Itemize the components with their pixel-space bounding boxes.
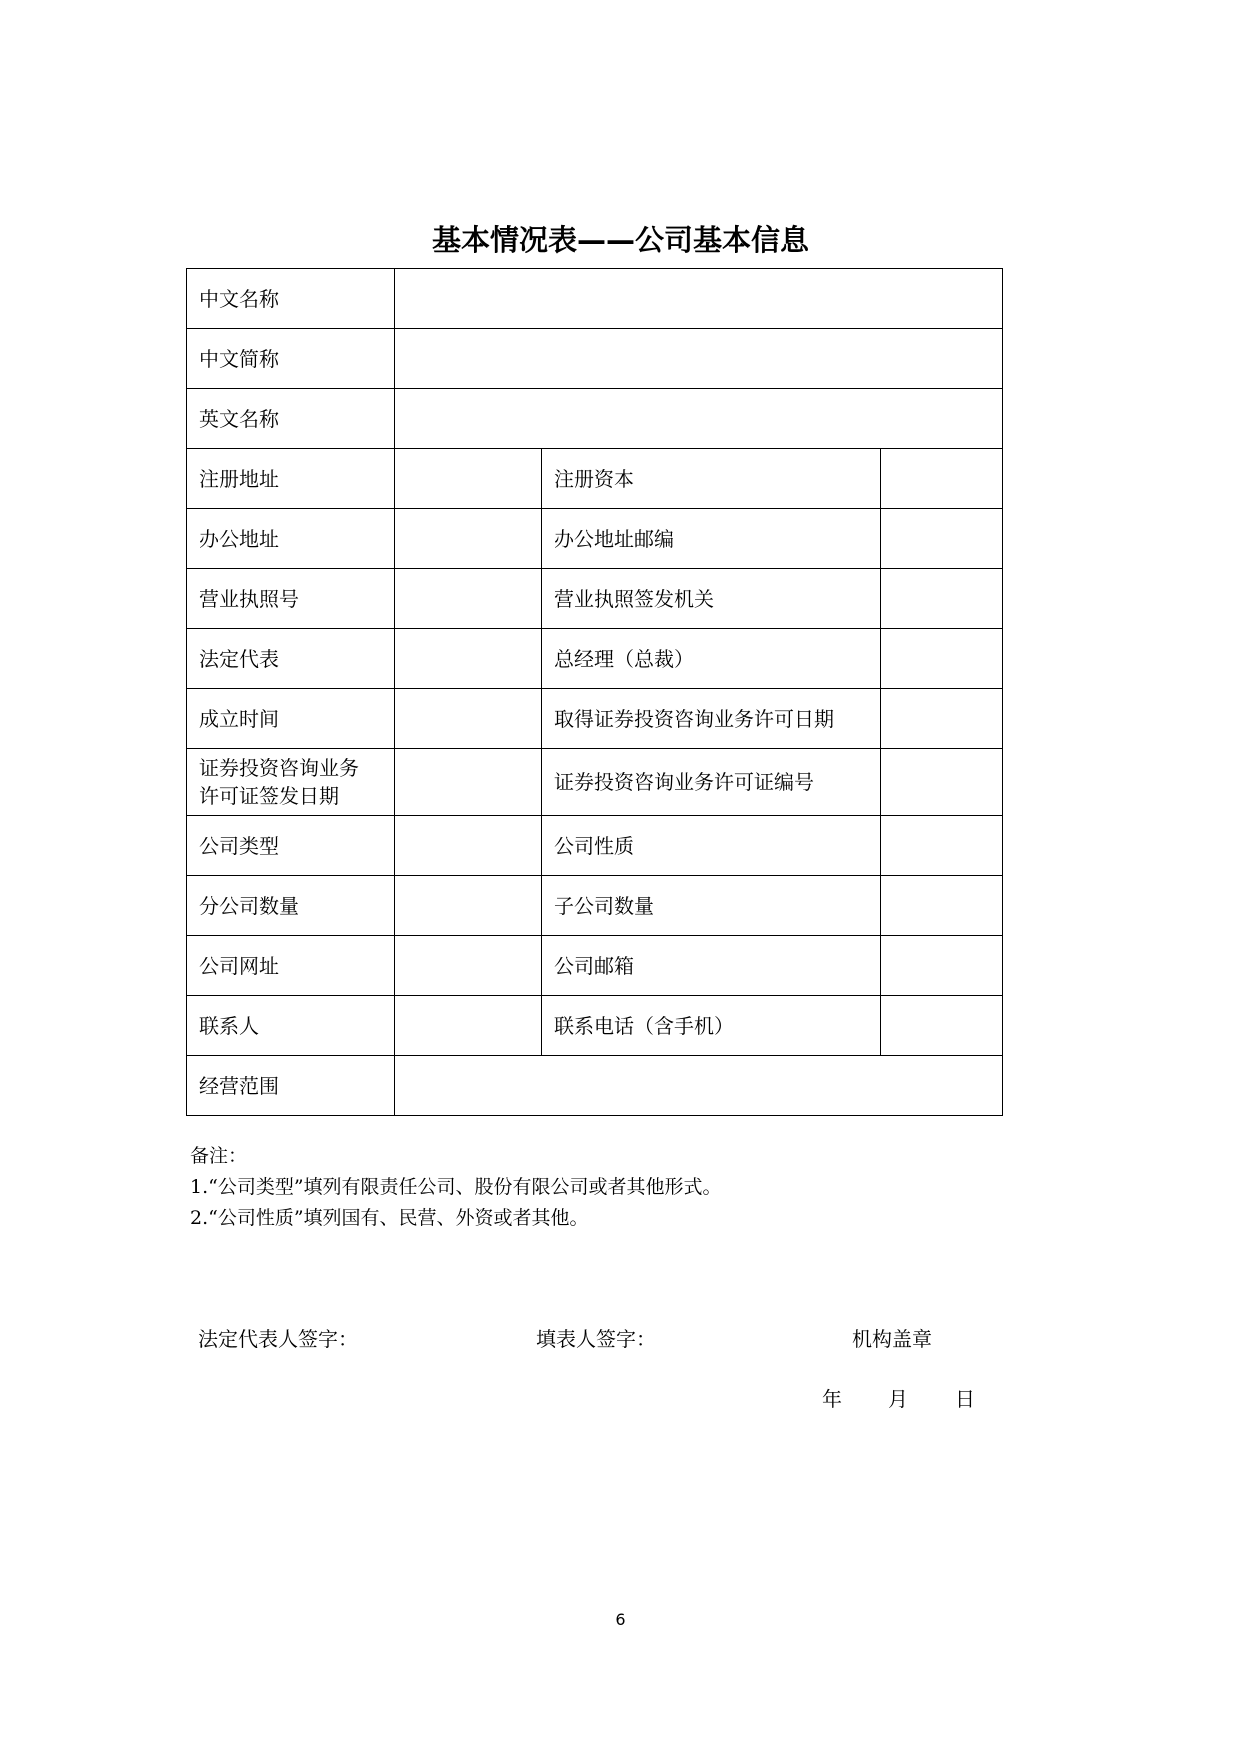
label-cell: 公司类型 [187, 816, 395, 876]
label-cell: 公司性质 [542, 816, 881, 876]
value-cell[interactable] [881, 749, 1003, 816]
value-cell[interactable] [881, 689, 1003, 749]
label-cell: 注册资本 [542, 449, 881, 509]
page-number: 6 [615, 1610, 626, 1629]
value-cell[interactable] [881, 509, 1003, 569]
label-cell: 子公司数量 [542, 876, 881, 936]
label-line: 许可证签发日期 [199, 784, 339, 808]
seal-label: 机构盖章 [852, 1327, 932, 1351]
value-cell[interactable] [881, 569, 1003, 629]
value-cell[interactable] [395, 629, 542, 689]
table-row [187, 689, 1003, 749]
value-cell[interactable] [395, 876, 542, 936]
date-day: 日 [955, 1387, 975, 1411]
value-cell[interactable] [395, 449, 542, 509]
table-row [187, 329, 1003, 389]
value-cell[interactable] [881, 936, 1003, 996]
label-cell: 证券投资咨询业务许可证编号 [542, 749, 881, 816]
table-row [187, 569, 1003, 629]
value-cell[interactable] [395, 749, 542, 816]
notes-heading: 备注： [190, 1145, 248, 1167]
company-info-table [186, 268, 1003, 1116]
value-cell[interactable] [881, 449, 1003, 509]
label-cell: 分公司数量 [187, 876, 395, 936]
date-year: 年 [822, 1387, 842, 1411]
table-row [187, 749, 1003, 816]
legal-rep-signature-label: 法定代表人签字： [198, 1327, 358, 1351]
table-row [187, 996, 1003, 1056]
label-line: 证券投资咨询业务 [199, 756, 359, 780]
label-cell: 公司网址 [187, 936, 395, 996]
label-cell: 中文名称 [187, 269, 395, 329]
value-cell[interactable] [881, 876, 1003, 936]
value-cell[interactable] [395, 816, 542, 876]
page-title: 基本情况表——公司基本信息 [431, 223, 809, 257]
label-cell [187, 749, 395, 816]
value-cell[interactable] [395, 689, 542, 749]
label-cell: 取得证券投资咨询业务许可日期 [542, 689, 881, 749]
value-cell[interactable] [395, 569, 542, 629]
label-cell: 英文名称 [187, 389, 395, 449]
value-cell[interactable] [395, 1056, 1003, 1116]
value-cell[interactable] [881, 996, 1003, 1056]
value-cell[interactable] [395, 329, 1003, 389]
value-cell[interactable] [881, 629, 1003, 689]
label-cell: 办公地址邮编 [542, 509, 881, 569]
label-cell: 联系电话（含手机） [542, 996, 881, 1056]
value-cell[interactable] [395, 509, 542, 569]
label-cell: 总经理（总裁） [542, 629, 881, 689]
label-cell: 办公地址 [187, 509, 395, 569]
table-row [187, 936, 1003, 996]
label-cell: 公司邮箱 [542, 936, 881, 996]
value-cell[interactable] [881, 816, 1003, 876]
value-cell[interactable] [395, 269, 1003, 329]
label-cell: 联系人 [187, 996, 395, 1056]
label-cell: 注册地址 [187, 449, 395, 509]
label-cell: 中文简称 [187, 329, 395, 389]
label-cell: 营业执照签发机关 [542, 569, 881, 629]
note-item: 2.“公司性质”填列国有、民营、外资或者其他。 [190, 1207, 589, 1229]
label-cell: 经营范围 [187, 1056, 395, 1116]
table-row [187, 816, 1003, 876]
notes-section [190, 1141, 722, 1234]
filler-signature-label: 填表人签字： [536, 1327, 656, 1351]
value-cell[interactable] [395, 936, 542, 996]
table-row [187, 629, 1003, 689]
table-row [187, 269, 1003, 329]
table-row [187, 876, 1003, 936]
note-item: 1.“公司类型”填列有限责任公司、股份有限公司或者其他形式。 [190, 1176, 722, 1198]
table-row [187, 1056, 1003, 1116]
label-cell: 成立时间 [187, 689, 395, 749]
date-month: 月 [888, 1387, 908, 1411]
table-row [187, 449, 1003, 509]
value-cell[interactable] [395, 389, 1003, 449]
value-cell[interactable] [395, 996, 542, 1056]
table-row [187, 389, 1003, 449]
table-row [187, 509, 1003, 569]
label-cell: 法定代表 [187, 629, 395, 689]
label-cell: 营业执照号 [187, 569, 395, 629]
